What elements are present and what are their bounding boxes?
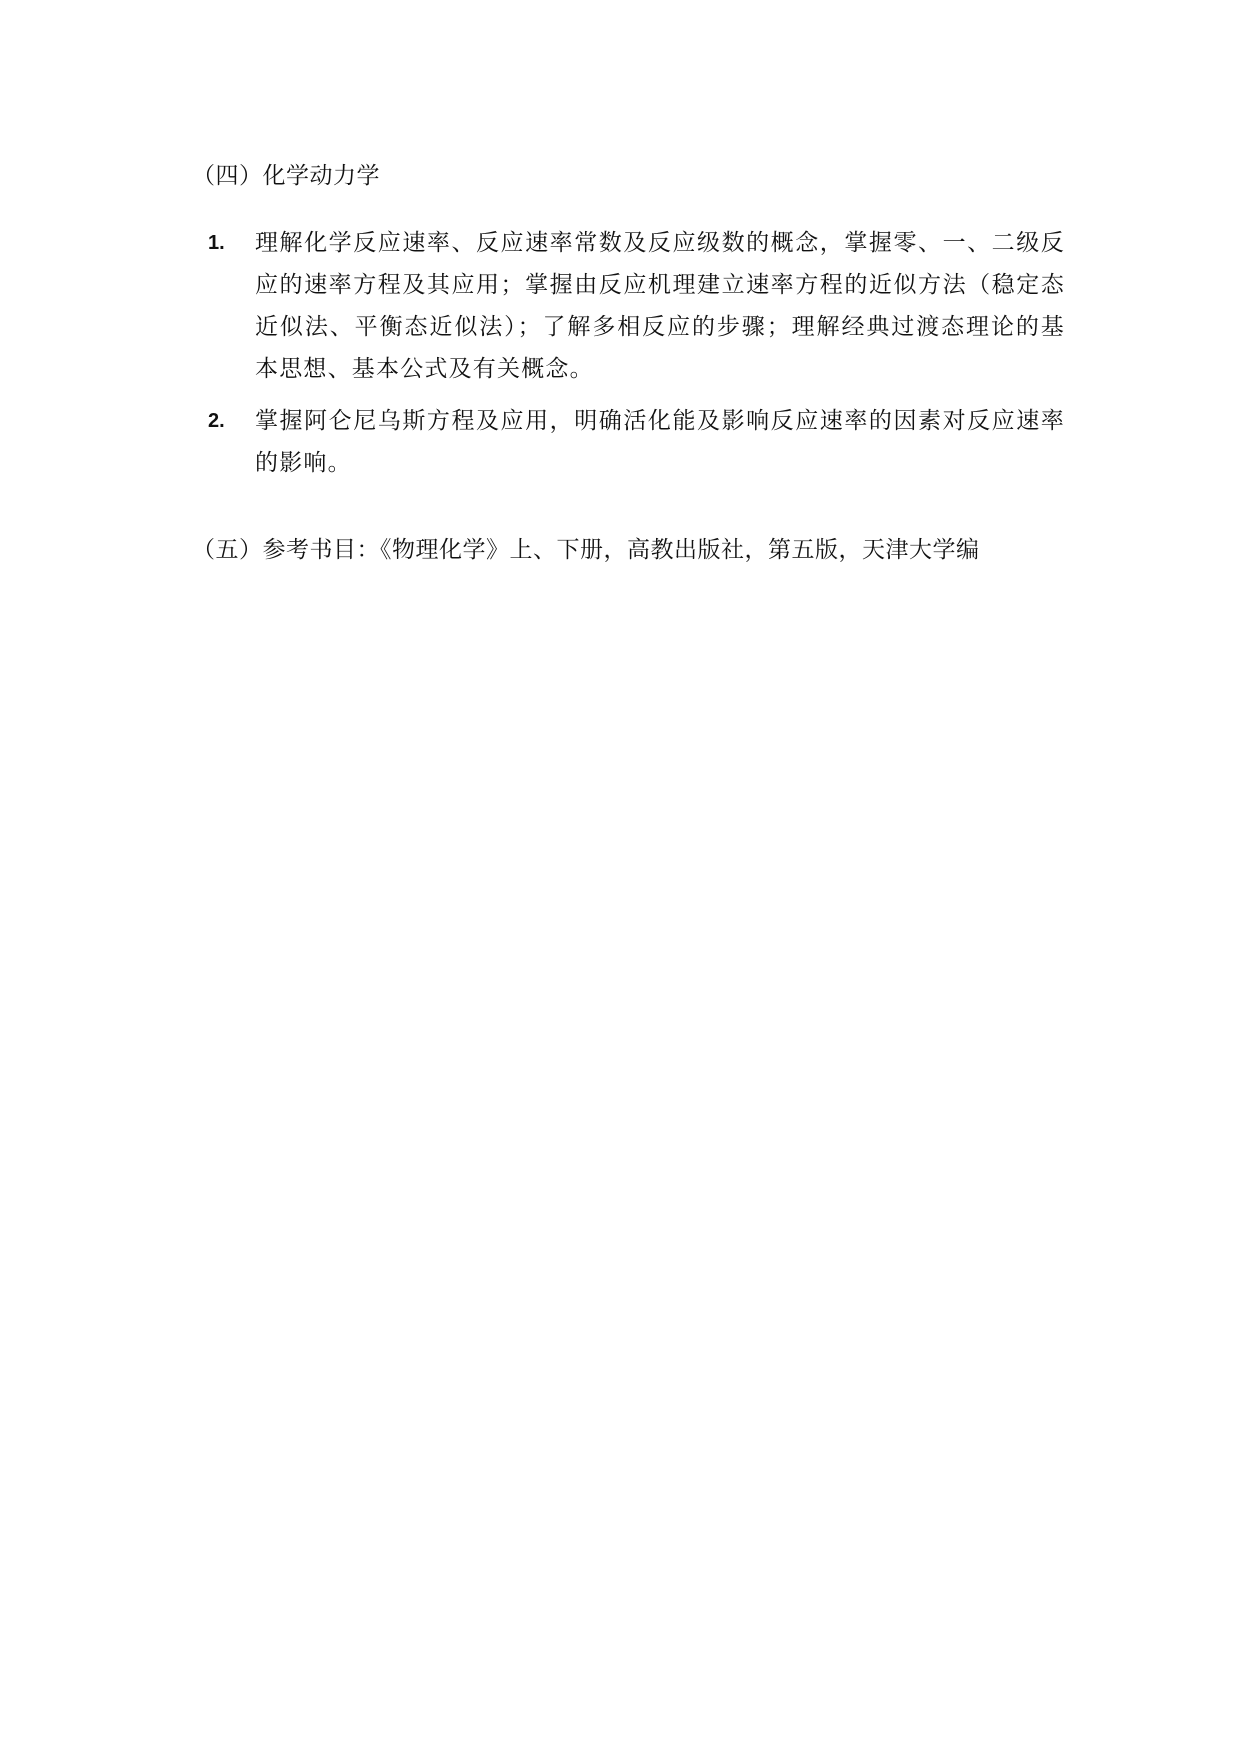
section-heading-kinetics: （四）化学动力学 [192,163,380,189]
list-item-number: 1. [208,232,225,254]
list-item-number: 2. [208,410,225,432]
kinetics-requirements-list [208,222,1068,484]
list-item-text: 掌握阿仑尼乌斯方程及应用，明确活化能及影响反应速率的因素对反应速率的影响。 [255,408,1065,476]
list-item [208,222,1068,390]
list-item [208,400,1068,484]
list-item-text: 理解化学反应速率、反应速率常数及反应级数的概念，掌握零、一、二级反应的速率方程及其应用；掌握由反应机理建立速率方程的近似方法（稳定态近似法、平衡态近似法）；了解多相反应的步骤；理解经典过渡态理论的基本思想、基本公式及有关概念。 [255,230,1065,382]
section-heading-references: （五）参考书目：《物理化学》上、下册，高教出版社，第五版，天津大学编 [192,537,980,563]
